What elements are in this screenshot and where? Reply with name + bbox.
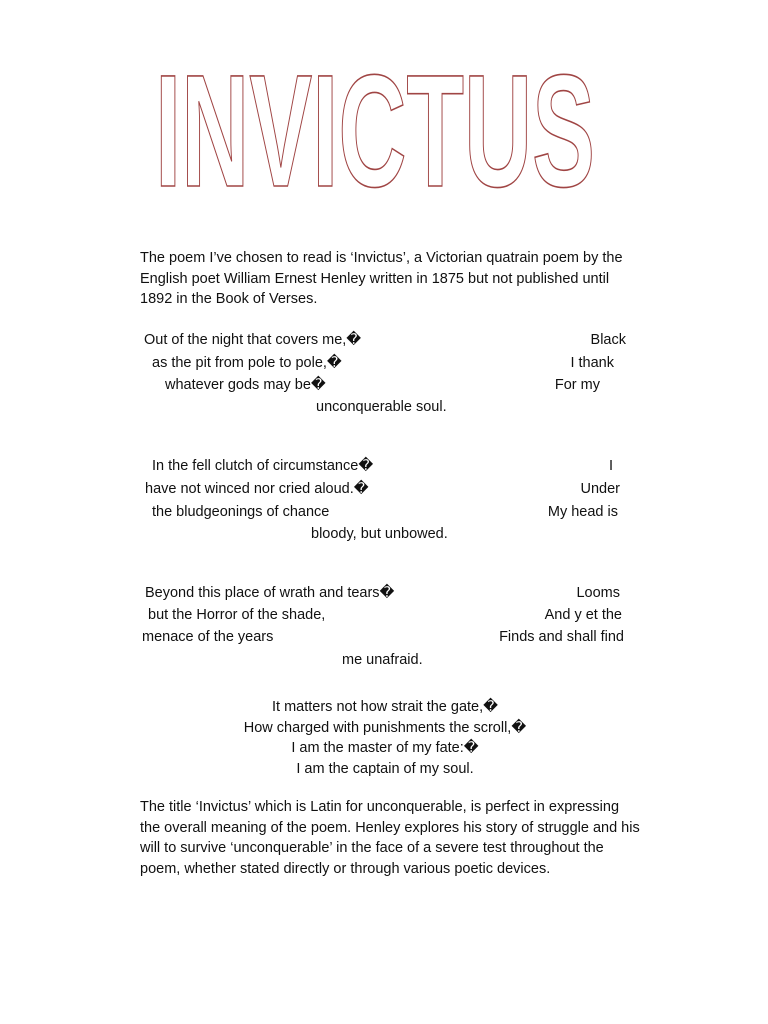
stanza4-line-4: I am the captain of my soul. <box>296 760 474 777</box>
stanza3-left-line-1: Beyond this place of wrath and tears� <box>145 585 395 601</box>
stanza2-left-line-3: the bludgeonings of chance <box>152 504 330 520</box>
stanza3-right-line-3: Finds and shall find <box>499 629 624 645</box>
stanza1-right-line-3: For my <box>554 377 600 393</box>
stanza1-left-line-1: Out of the night that covers me,� <box>144 332 362 348</box>
intro-paragraph: The poem I’ve chosen to read is ‘Invictus’, a Victorian quatrain poem by the English poet William Ernest Henley written in 1875 but not published until 1892 in the Book of Verses. <box>140 250 623 307</box>
title-wordart <box>150 14 600 194</box>
stanza4-line-1: It matters not how strait the gate,� <box>271 699 499 715</box>
stanza2-left-line-2: have not winced nor cried aloud.� <box>145 481 369 497</box>
stanza2-right-line-1: I <box>608 458 613 474</box>
stanza3-right-line-2: And y et the <box>544 607 622 623</box>
stanza2-right-line-2: Under <box>580 481 620 497</box>
stanza4-line-2: How charged with punishments the scroll,� <box>243 719 527 736</box>
analysis-paragraph: The title ‘Invictus’ which is Latin for unconquerable, is perfect in expressing the overall meaning of the poem. Henley explores his story of struggle and his will to survive ‘unconquerable’ in the face of a severe test throughout the poem, whether stated directly or through various poetic devices. <box>140 799 640 877</box>
stanza2-left-line-1: In the fell clutch of circumstance� <box>152 458 374 474</box>
stanza2-center-line: bloody, but unbowed. <box>311 526 448 542</box>
stanza3-center-line: me unafraid. <box>342 652 423 668</box>
stanza1-left-line-3: whatever gods may be� <box>165 377 326 393</box>
stanza4-line-3: I am the master of my fate:� <box>291 740 479 756</box>
stanza1-right-line-1: Black <box>590 332 626 348</box>
stanza3-left-line-3: menace of the years <box>142 629 274 645</box>
stanza2-right-line-3: My head is <box>547 504 618 520</box>
stanza1-left-line-2: as the pit from pole to pole,� <box>152 355 342 371</box>
title-text: INVICTUS <box>155 41 595 194</box>
stanza3-right-line-1: Looms <box>576 585 620 601</box>
page-title <box>150 14 600 194</box>
stanza4 <box>140 697 630 779</box>
stanza3-left-line-2: but the Horror of the shade, <box>148 607 326 623</box>
stanza1-center-line: unconquerable soul. <box>316 399 447 415</box>
stanza1-right-line-2: I thank <box>570 355 614 371</box>
